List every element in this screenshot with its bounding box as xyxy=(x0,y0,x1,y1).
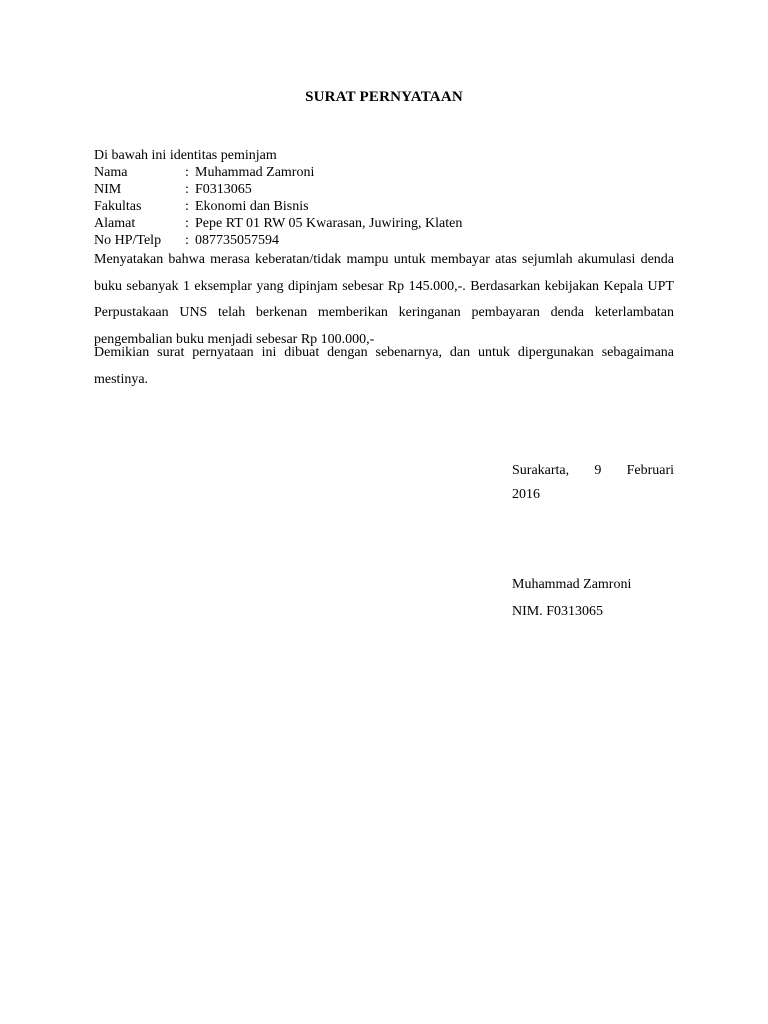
signature-day: 9 xyxy=(594,463,602,478)
signature-place: Surakarta, xyxy=(512,463,570,478)
identity-value: 087735057594 xyxy=(195,233,279,248)
intro-line: Di bawah ini identitas peminjam xyxy=(94,148,277,163)
identity-value: F0313065 xyxy=(195,182,252,197)
identity-colon: : xyxy=(185,233,189,248)
identity-value: Muhammad Zamroni xyxy=(195,165,315,180)
signature-year: 2016 xyxy=(512,487,540,502)
identity-label: No HP/Telp xyxy=(94,233,162,248)
identity-value: Ekonomi dan Bisnis xyxy=(195,199,309,214)
identity-row-nama xyxy=(94,164,462,181)
identity-row-nim xyxy=(94,181,462,198)
identity-colon: : xyxy=(185,216,189,231)
closing-paragraph: Demikian surat pernyataan ini dibuat dengan sebenarnya, dan untuk dipergunakan sebagaimana mestinya. xyxy=(94,345,674,387)
identity-label: Alamat xyxy=(94,216,136,231)
place-date-line xyxy=(512,459,674,483)
identity-colon: : xyxy=(185,199,189,214)
identity-row-fakultas xyxy=(94,198,462,215)
identity-label: Nama xyxy=(94,165,128,180)
identity-label: Fakultas xyxy=(94,199,142,214)
identity-colon: : xyxy=(185,182,189,197)
identity-table xyxy=(94,164,462,249)
signature-month: Februari xyxy=(626,463,674,478)
signatory-name: Muhammad Zamroni xyxy=(512,577,632,592)
statement-paragraph: Menyatakan bahwa merasa keberatan/tidak mampu untuk membayar atas sejumlah akumulasi denda buku sebanyak 1 eksemplar yang dipinjam sebesar Rp 145.000,-. Berdasarkan kebijakan Kepala UPT Perpustakaan UNS telah berkenan memberikan keringanan pembayaran denda keterlambatan pengembalian buku menjadi sebesar Rp 100.000,- xyxy=(94,252,674,347)
identity-colon: : xyxy=(185,165,189,180)
identity-value: Pepe RT 01 RW 05 Kwarasan, Juwiring, Klaten xyxy=(195,216,463,231)
document-title: SURAT PERNYATAAN xyxy=(305,89,463,105)
signatory-nim: NIM. F0313065 xyxy=(512,604,604,619)
identity-row-alamat xyxy=(94,215,462,232)
identity-label: NIM xyxy=(94,182,122,197)
